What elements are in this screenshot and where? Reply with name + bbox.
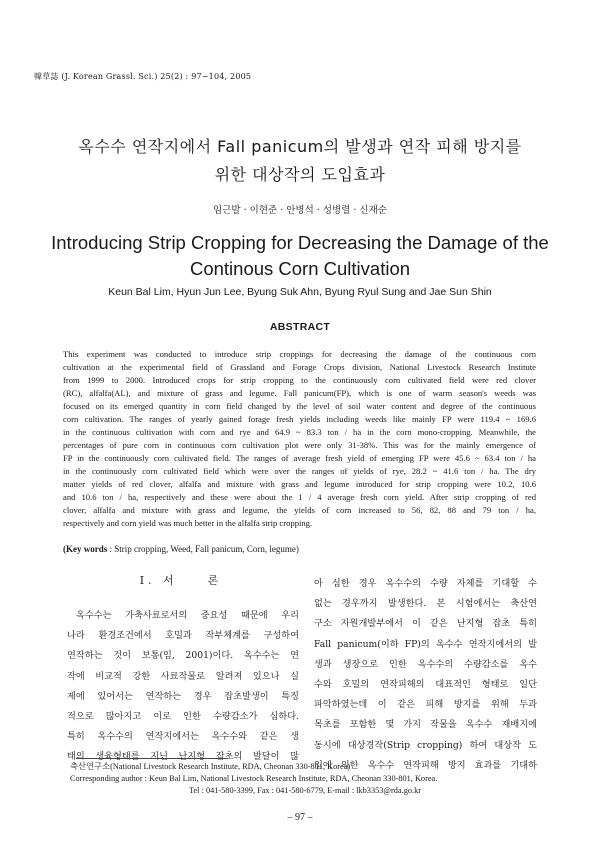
english-authors: Keun Bal Lim, Hyun Jun Lee, Byung Suk Ahn, Byung Ryul Sung and Jae Sun Shin [108,286,492,298]
keywords-label: (Key words [63,544,108,554]
intro-right-column [314,574,537,776]
section-heading-introduction: Ⅰ. 서 론 [139,574,223,587]
body-line: 연작하는 것이 보통(임, 2001)이다. 옥수수는 연 [67,650,299,662]
body-line: 옥수수는 가축사료로서의 중요성 때문에 우리 [76,610,299,621]
body-line: 입에 의한 옥수수 연작피해 방지 효과를 기대하 [314,759,537,771]
abstract-line: FP in the continuously corn cultivated field. The ranges of average fresh yield of emerging FP were 45.6 ~ 63.4 ton / ha [63,453,536,463]
footnote-affiliation: 축산연구소(National Livestock Research Institute, RDA, Cheonan 330-801, Korea) [70,762,351,771]
korean-authors: 임근발 · 이현준 · 안병석 · 성병렬 · 신재순 [213,205,387,216]
body-line: 생과 생장으로 인한 옥수수의 수량감소를 옥수 [314,658,537,670]
abstract-line: from 1999 to 2000. Introduced crops for strip cropping to the continuously corn cultivated field were red clover [63,375,536,385]
abstract-line: This experiment was conducted to introduce strip croppings for decreasing the damage of the continuous corn [63,349,536,359]
abstract-line: corn cultivation. The ranges of yearly gained forage fresh yields including weeds like mainly FP were 119.4 ~ 169.6 [63,414,536,424]
abstract-line: matter yields of red clover, alfalfa and mixture with grass and legume introduced for strip cropping were 10.2, 10.6 [63,479,536,489]
body-line: 없는 경우까지 발생한다. 본 시험에서는 축산연 [314,598,537,610]
abstract-line: clover, alfalfa and mixture with grass and legume, the yields of corn increased to 56, 82, 88 and 79 ton / ha, [63,505,536,515]
body-line: 적으로 많아지고 이로 인한 수량감소가 심하다. [67,711,299,723]
abstract-line: respectively and corn yield was much better in the alfalfa strip cropping. [63,518,313,528]
body-line: 나라 환경조건에서 호밀과 작부체계를 구성하여 [67,630,299,642]
body-line: 수와 호밀의 연작피해의 대표적인 형태로 일단 [314,679,537,691]
body-line: 특히 옥수수의 연작지에서는 옥수수와 같은 생 [67,731,299,743]
abstract-line: (RC), alfalfa(AL), and mixture of grass and legume. Fall panicum(FP), which is one of warm season's weeds was [63,388,536,398]
journal-citation: 韓草誌 (J. Korean Grassl. Sci.) 25(2) : 97~104, 2005 [34,72,252,81]
abstract-line: and 10.6 ton / ha, respectively and these were about the 1 / 4 average fresh corn yield. After strip cropping of red [63,492,536,502]
page-number: – 97 – [287,812,313,823]
body-line: 아 심한 경우 옥수수의 수량 자체를 기대할 수 [314,578,537,589]
abstract-body [63,348,536,530]
body-line: 제에 있어서는 연작하는 경우 잡초발생이 특징 [67,690,299,702]
body-line: 작에 비교적 강한 사료작물로 알려져 있으나 실 [67,670,299,682]
abstract-line: focused on its emerged quantity in corn field changed by the level of soil water content and degree of the continuous [63,401,536,411]
footnote-contact: Tel : 041-580-3399, Fax : 041-580-6779, E-mail : lkb3353@rda.go.kr [189,786,421,795]
english-title-line-1: Introducing Strip Cropping for Decreasing the Damage of the [51,232,549,253]
intro-left-column [67,606,299,768]
body-line: 목초를 포함한 몇 가지 작물을 옥수수 재배지에 [314,719,537,731]
body-line: 동시에 대상경작(Strip cropping) 하여 대상작 도 [314,739,537,751]
korean-title-line-1: 옥수수 연작지에서 Fall panicum의 발생과 연작 피해 방지를 [78,137,522,156]
abstract-line: in the continuous cultivation with corn and rye and 64.9 ~ 83.3 ton / ha in the corn mono-cropping. Meanwhile, the [63,427,536,437]
keywords [63,544,299,554]
abstract-heading: ABSTRACT [269,321,331,333]
abstract-line: percentages of pure corn in continuous corn cultivation plot were only 31-38%. This was for the mainly emergence of [63,440,536,450]
keywords-text: : Strip cropping, Weed, Fall panicum, Corn, legume) [109,544,299,554]
body-line: 파악하였는데 이 같은 피해 방지를 위해 두과 [314,699,537,711]
korean-title-line-2: 위한 대상작의 도입효과 [214,165,386,184]
abstract-line: cultivation at the experimental field of Grassland and Forage Crops division, National Livestock Research Institute [63,362,536,372]
body-line: 구소 자원개발부에서 이 같은 난지형 잡초 특히 [314,618,537,630]
body-line: 태의 생육형태를 지닌 난지형 잡초의 발달이 많 [67,751,299,763]
english-title-line-2: Continous Corn Cultivation [189,258,411,279]
footnote-divider [76,758,228,759]
abstract-line: in the continuously corn cultivated field which were over the ranges of yields of rye, 28.2 ~ 41.6 ton / ha. The dry [63,466,536,476]
footnote-corresponding-author: Corresponding author : Keun Bal Lim, National Livestock Research Institute, RDA, Cheonan 330-801, Korea. [70,774,438,783]
body-line: Fall panicum(이하 FP)의 옥수수 연작지에서의 발 [314,638,537,650]
